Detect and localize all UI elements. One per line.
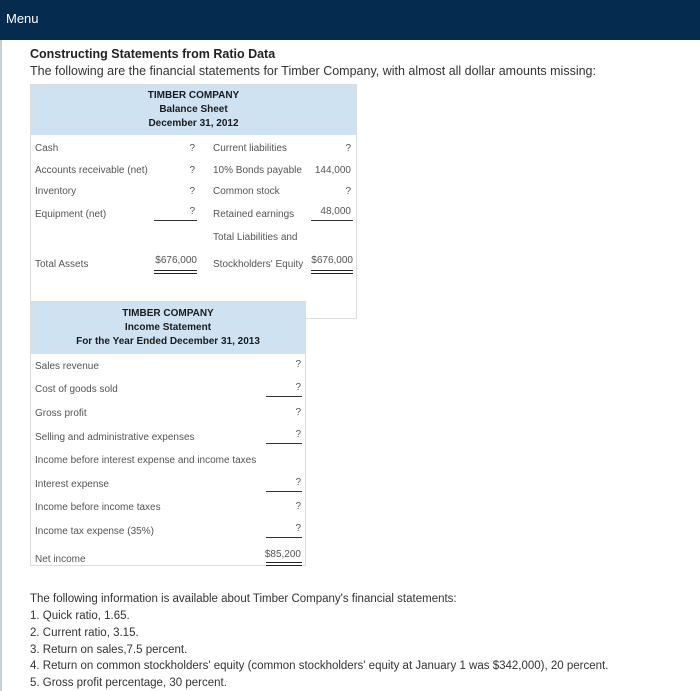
is-row-label: Income tax expense (35%) bbox=[35, 526, 154, 537]
bs-statement-name: Balance Sheet bbox=[159, 104, 228, 115]
info-item: 3. Return on sales,7.5 percent. bbox=[30, 644, 188, 656]
info-item: 5. Gross profit percentage, 30 percent. bbox=[30, 677, 227, 689]
bs-total-assets-label: Total Assets bbox=[35, 259, 89, 270]
is-net-income-label: Net income bbox=[35, 554, 86, 565]
is-row-value: ? bbox=[295, 477, 301, 488]
is-row-label: Gross profit bbox=[35, 408, 87, 419]
bs-date: December 31, 2012 bbox=[148, 118, 239, 129]
is-row-label: Sales revenue bbox=[35, 361, 99, 372]
is-row-label: Income before interest expense and income taxes bbox=[35, 455, 257, 466]
is-row-value: ? bbox=[295, 501, 301, 512]
is-subtotal-line bbox=[266, 537, 302, 538]
bs-total-liab-label-1: Total Liabilities and bbox=[213, 232, 298, 243]
bs-asset-value: ? bbox=[189, 143, 195, 154]
bs-asset-value: ? bbox=[189, 165, 195, 176]
is-subtotal-line bbox=[266, 396, 302, 397]
info-item: 4. Return on common stockholders' equity (common stockholders' equity at January 1 was $342,000), 20 percent. bbox=[30, 660, 609, 672]
is-subtotal-line bbox=[266, 443, 302, 444]
main-content bbox=[0, 40, 700, 691]
bs-liability-value: 48,000 bbox=[320, 206, 351, 217]
bs-asset-label: Equipment (net) bbox=[35, 209, 107, 220]
bs-liability-label: Common stock bbox=[213, 186, 280, 197]
is-row-value: ? bbox=[295, 359, 301, 370]
is-subtotal-line bbox=[266, 491, 302, 492]
bs-asset-value: ? bbox=[189, 206, 195, 217]
bs-asset-label: Inventory bbox=[35, 186, 77, 197]
is-company-name: TIMBER COMPANY bbox=[122, 308, 214, 319]
bs-subtotal-line bbox=[154, 220, 197, 221]
is-net-income-double-line bbox=[266, 562, 302, 566]
income-statement-header bbox=[31, 302, 305, 354]
is-row-label: Selling and administrative expenses bbox=[35, 432, 195, 443]
is-row-value: ? bbox=[295, 382, 301, 393]
bs-total-liab-label-2: Stockholders' Equity bbox=[213, 259, 304, 270]
bs-liability-value: ? bbox=[345, 186, 351, 197]
bs-asset-label: Accounts receivable (net) bbox=[35, 165, 148, 176]
is-row-label: Income before income taxes bbox=[35, 502, 161, 513]
bs-subtotal-line bbox=[311, 220, 353, 221]
bs-asset-value: ? bbox=[189, 186, 195, 197]
bs-company-name: TIMBER COMPANY bbox=[147, 90, 240, 101]
is-row-value: ? bbox=[295, 407, 301, 418]
balance-sheet-table bbox=[30, 84, 357, 319]
page-title: Constructing Statements from Ratio Data bbox=[30, 47, 276, 61]
bs-liability-label: Current liabilities bbox=[213, 143, 287, 154]
balance-sheet-header bbox=[31, 85, 356, 135]
top-bar bbox=[0, 0, 700, 40]
bs-total-liab-value: $676,000 bbox=[311, 255, 353, 266]
bs-asset-label: Cash bbox=[35, 143, 59, 154]
menu-button[interactable]: Menu bbox=[6, 11, 39, 26]
info-item: 1. Quick ratio, 1.65. bbox=[30, 610, 130, 622]
bs-total-double-line bbox=[154, 270, 197, 274]
bs-liability-value: ? bbox=[345, 143, 351, 154]
is-period: For the Year Ended December 31, 2013 bbox=[76, 336, 260, 347]
bs-liability-value: 144,000 bbox=[314, 165, 351, 176]
bs-total-assets-value: $676,000 bbox=[155, 255, 197, 266]
is-statement-name: Income Statement bbox=[124, 322, 212, 333]
page-intro: The following are the financial statements for Timber Company, with almost all dollar amounts missing: bbox=[30, 64, 596, 78]
is-row-value: ? bbox=[295, 523, 301, 534]
is-row-value: ? bbox=[295, 429, 301, 440]
bs-total-double-line bbox=[311, 270, 353, 274]
is-row-label: Interest expense bbox=[35, 479, 109, 490]
is-row-label: Cost of goods sold bbox=[35, 384, 118, 395]
income-statement-table bbox=[30, 301, 306, 566]
is-net-income-value: $85,200 bbox=[264, 549, 301, 560]
bs-liability-label: Retained earnings bbox=[213, 209, 295, 220]
info-item: 2. Current ratio, 3.15. bbox=[30, 627, 139, 639]
bs-liability-label: 10% Bonds payable bbox=[213, 165, 302, 176]
info-intro: The following information is available about Timber Company's financial statements: bbox=[30, 593, 457, 605]
